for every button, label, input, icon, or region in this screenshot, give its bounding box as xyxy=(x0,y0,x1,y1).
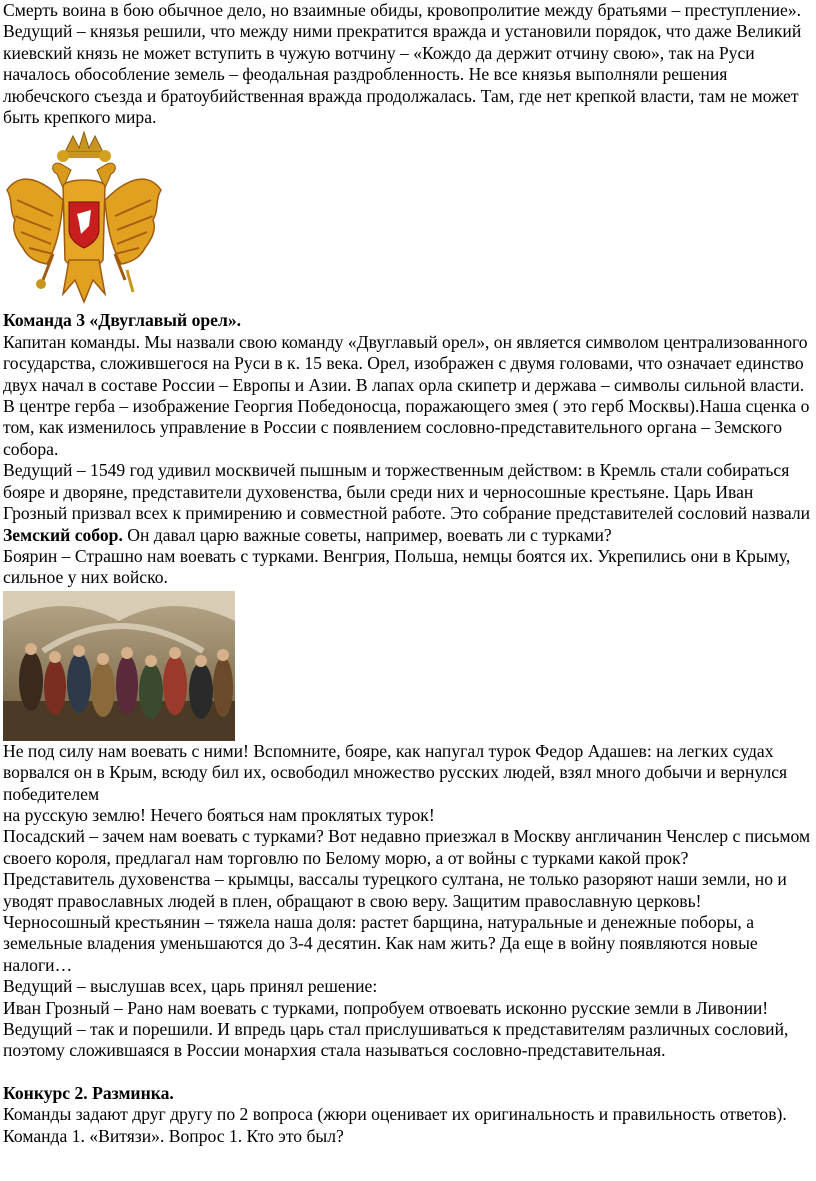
document-page xyxy=(3,0,813,1147)
paragraph-host-conclusion: Ведущий – так и порешили. И впредь царь стал прислушиваться к представителям различных сословий, поэтому сложившаяся в России монархия стала называться сословно-представительная. xyxy=(3,1019,789,1061)
blank-line xyxy=(3,1062,813,1083)
paragraph-peasant: Черносошный крестьянин – тяжела наша доля: растет барщина, натуральные и денежные поборы, а земельные владения уменьшаются до 3-4 десятин. Как нам жить? Да еще в войну появляются новые налоги… xyxy=(3,911,758,975)
paragraph-turks-2: на русскую землю! Нечего бояться нам проклятых турок! xyxy=(3,804,435,825)
paragraph-posadsky: Посадский – зачем нам воевать с турками? Вот недавно приезжал в Москву англичанин Ченслер с письмом своего короля, предлагал нам торговлю по Белому морю, а от войны с турками какой прок? xyxy=(3,826,811,868)
paragraph-host-princes: Ведущий – князья решили, что между ними прекратится вражда и установили порядок, что даже Великий киевский князь не может вступить в чужую вотчину – «Кождо да держит отчину свою», так на Руси началось обособление земель – феодальная раздробленность. Не все князья выполняли решения любечского съезда и братоубийственная вражда продолжалась. Там, где нет крепкой власти, там не может быть крепкого мира. xyxy=(3,21,802,128)
double-headed-eagle-image xyxy=(3,130,165,310)
paragraph-contest2-rules: Команды задают друг другу по 2 вопроса (жюри оценивает их оригинальность и правильность ответов). xyxy=(3,1104,787,1125)
paragraph-host-decision: Ведущий – выслушав всех, царь принял решение: xyxy=(3,976,378,997)
team3-heading: Команда 3 «Двуглавый орел». xyxy=(3,310,242,331)
paragraph-host-1549 xyxy=(3,460,813,546)
paragraph-turks-1: Не под силу нам воевать с ними! Вспомните, бояре, как напугал турок Федор Адашев: на легких судах ворвался он в Крым, всюду бил их, освободил множество русских людей, взял много добычи и вернулся победителем xyxy=(3,740,788,804)
contest2-heading: Конкурс 2. Разминка. xyxy=(3,1082,174,1103)
paragraph-ivan: Иван Грозный – Рано нам воевать с турками, попробуем отвоевать исконно русские земли в Ливонии! xyxy=(3,997,769,1018)
paragraph-intro: Смерть воина в бою обычное дело, но взаимные обиды, кровопролитие между братьями – преступление». xyxy=(3,0,802,20)
paragraph-boyar: Боярин – Страшно нам воевать с турками. Венгрия, Польша, немцы боятся их. Укрепились они в Крыму, сильное у них войско. xyxy=(3,545,791,588)
paragraph-team1-question: Команда 1. «Витязи». Вопрос 1. Кто это был? xyxy=(3,1125,344,1146)
paragraph-clergy: Представитель духовенства – крымцы, вассалы турецкого султана, не только разоряют наши земли, но и уводят православных людей в плен, обращают в свою веру. Защитим православную церковь! xyxy=(3,869,787,911)
paragraph-host-1549-end: Он давал царю важные советы, например, воевать ли с турками? xyxy=(122,524,612,545)
paragraph-team3-captain: Капитан команды. Мы назвали свою команду «Двуглавый орел», он является символом централизованного государства, сложившегося на Руси в к. 15 века. Орел, изображен с двумя головами, что означает единство двух начал в составе России – Европы и Азии. В лапах орла скипетр и держава – символы сильной власти. В центре герба – изображение Георгия Победоносца, поражающего змея ( это герб Москвы).Наша сценка о том, как изменилось управление в России с появлением сословно-представительного органа – Земского собора. xyxy=(3,331,810,459)
zemsky-sobor-painting xyxy=(3,591,235,741)
zemsky-sobor-bold: Земский собор. xyxy=(3,524,123,545)
paragraph-host-1549-text: Ведущий – 1549 год удивил москвичей пышным и торжественным действом: в Кремль стали собираться бояре и дворяне, представители духовенства, были среди них и черносошные крестьяне. Царь Иван Грозный призвал всех к примирению и совместной работе. Это собрание представителей сословий назвали xyxy=(3,460,811,524)
